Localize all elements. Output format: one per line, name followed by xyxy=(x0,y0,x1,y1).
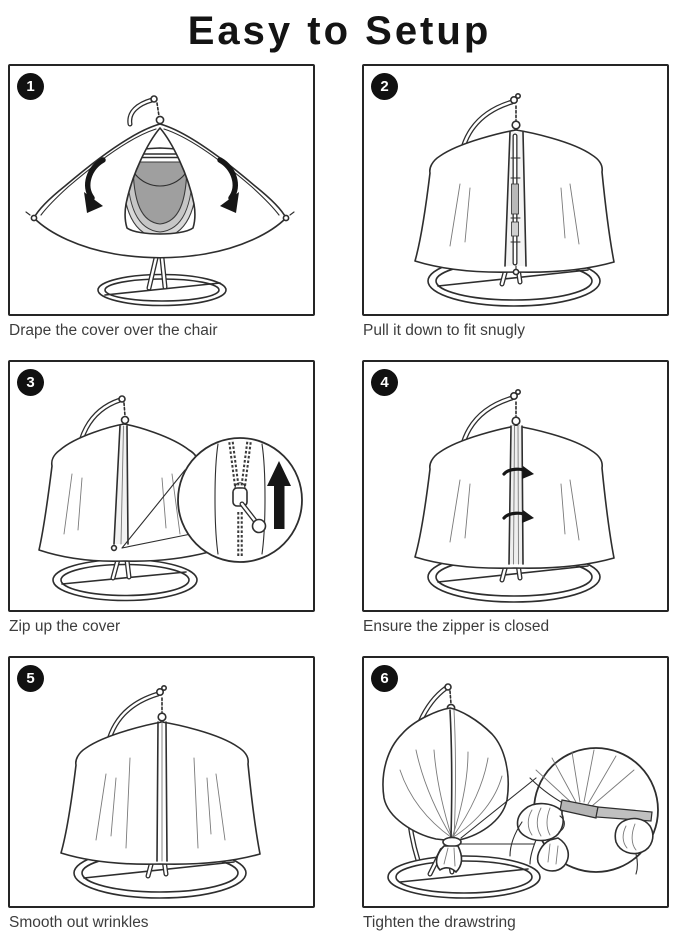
step-number: 5 xyxy=(26,670,35,687)
step-number: 2 xyxy=(380,78,389,95)
step-caption: Ensure the zipper is closed xyxy=(363,618,550,635)
step-panel-1 xyxy=(8,64,315,342)
step-5-frame xyxy=(8,656,315,908)
step-caption: Zip up the cover xyxy=(9,618,121,635)
page-header xyxy=(0,0,679,62)
step-panel-2 xyxy=(362,64,669,342)
cover-draped-illustration xyxy=(10,66,313,314)
chair-cover xyxy=(61,722,260,864)
step-panel-5 xyxy=(8,656,315,934)
steps-grid xyxy=(0,62,679,934)
step-panel-6 xyxy=(362,656,669,934)
step-panel-4 xyxy=(362,360,669,638)
smooth-cover-illustration xyxy=(10,658,313,906)
step-number: 6 xyxy=(380,670,389,687)
step-3-frame xyxy=(8,360,315,612)
zip-up-illustration xyxy=(10,362,313,610)
step-4-frame xyxy=(362,360,669,612)
zipper-pull-ring xyxy=(253,520,266,533)
step-number-badge xyxy=(371,73,398,100)
drawstring-illustration xyxy=(364,658,667,906)
right-hand xyxy=(615,819,653,854)
step-caption: Drape the cover over the chair xyxy=(9,322,218,339)
step-2-frame xyxy=(362,64,669,316)
step-number-badge xyxy=(371,369,398,396)
step-number-badge xyxy=(371,665,398,692)
zipper-closed-illustration xyxy=(364,362,667,610)
step-number: 4 xyxy=(380,374,389,391)
step-number: 1 xyxy=(26,78,35,95)
step-number-badge xyxy=(17,665,44,692)
step-1-frame xyxy=(8,64,315,316)
step-caption: Tighten the drawstring xyxy=(363,914,516,931)
step-panel-3 xyxy=(8,360,315,638)
cover-pulled-down-illustration xyxy=(364,66,667,314)
step-number-badge xyxy=(17,369,44,396)
step-caption: Pull it down to fit snugly xyxy=(363,322,525,339)
step-6-frame xyxy=(362,656,669,908)
step-number: 3 xyxy=(26,374,35,391)
zipper-pull xyxy=(513,269,518,274)
page-title: Easy to Setup xyxy=(187,8,492,53)
drawstring-knot xyxy=(443,838,461,847)
step-caption: Smooth out wrinkles xyxy=(9,914,149,931)
step-number-badge xyxy=(17,73,44,100)
